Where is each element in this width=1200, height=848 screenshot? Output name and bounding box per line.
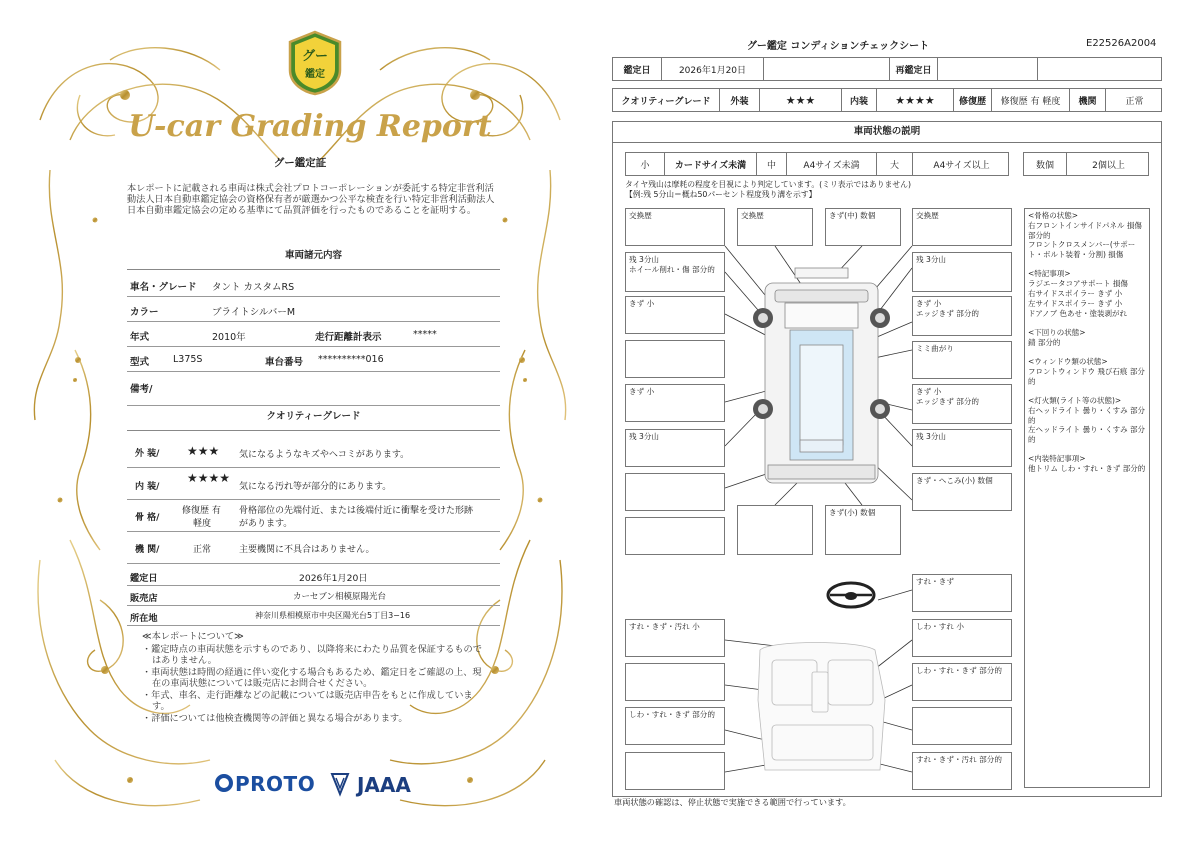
mileage-value: ***** bbox=[413, 329, 437, 340]
appraisal-date-row bbox=[127, 567, 500, 586]
year-value: 2010年 bbox=[212, 332, 246, 343]
spec-row-name bbox=[127, 272, 500, 297]
damage-box: 交換歴 bbox=[737, 208, 813, 246]
count-legend bbox=[1023, 152, 1149, 176]
grade-row-engine bbox=[127, 532, 500, 564]
certificate-heading: グー鑑定証 bbox=[273, 157, 327, 169]
frame-value-1: 修復歴 有 bbox=[182, 506, 221, 516]
damage-box: きず(中) 数個 bbox=[825, 208, 901, 246]
damage-box bbox=[625, 340, 725, 378]
damage-box bbox=[625, 517, 725, 555]
remarks-label: 備考/ bbox=[130, 384, 153, 395]
q-repair-value: 修復歴 有 軽度 bbox=[991, 89, 1069, 111]
note-item: ・車両状態は時間の経過に伴い変化する場合もあるため、鑑定日をご確認の上、現在の車両状態については販売店にお問合せください。 bbox=[142, 666, 482, 689]
proto-logo: PROTO bbox=[215, 772, 315, 796]
interior-box: すれ・きず bbox=[912, 574, 1012, 612]
frame-desc-1: 骨格部位の先端付近、または後端付近に衝撃を受けた形跡 bbox=[239, 506, 474, 516]
sheet-title: グー鑑定 コンディションチェックシート bbox=[746, 41, 930, 52]
quality-row bbox=[612, 88, 1162, 112]
name-value: タント カスタムRS bbox=[212, 282, 295, 293]
sheet-code: E22526A2004 bbox=[1086, 38, 1157, 49]
q-interior-stars: ★★★★ bbox=[876, 89, 953, 111]
grade-row-frame bbox=[127, 500, 500, 532]
interior-box: すれ・きず・汚れ 小 bbox=[625, 619, 725, 657]
spec-row-color bbox=[127, 297, 500, 322]
tire-box: 残 3分山 bbox=[625, 429, 725, 467]
proto-logo-icon bbox=[215, 774, 233, 792]
section-title: 車両状態の説明 bbox=[612, 121, 1162, 143]
year-label: 年式 bbox=[130, 332, 150, 343]
note-group-windows: <ウィンドウ類の状態> フロントウィンドウ 飛び石痕 部分的 bbox=[1028, 357, 1145, 386]
damage-box: きず 小 エッジきず 部分的 bbox=[912, 384, 1012, 424]
q-exterior-stars: ★★★ bbox=[759, 89, 841, 111]
q-exterior-label: 外装 bbox=[730, 96, 749, 107]
tire-note-line-1: タイヤ残山は摩耗の程度を目視により判定しています。(ミリ表示ではありません) bbox=[625, 180, 911, 189]
model-label: 型式 bbox=[130, 357, 150, 368]
legend-count-desc: 2個以上 bbox=[1066, 153, 1150, 175]
legend-small: 小 bbox=[640, 160, 650, 171]
interior-stars: ★★★★ bbox=[187, 471, 231, 485]
tire-box: 残 3分山 bbox=[912, 429, 1012, 467]
address-value: 神奈川県相模原市中央区陽光台5丁目3−16 bbox=[255, 611, 411, 620]
damage-box: 交換歴 bbox=[912, 208, 1012, 246]
color-label: カラー bbox=[130, 307, 159, 318]
note-group-interior: <内装特記事項> 他トリム しわ・すれ・きず 部分的 bbox=[1028, 454, 1146, 474]
q-interior-label: 内装 bbox=[849, 96, 868, 107]
address-label: 所在地 bbox=[130, 613, 158, 624]
report-notes bbox=[140, 631, 490, 724]
legend-small-desc: カードサイズ未満 bbox=[674, 160, 747, 171]
date-row bbox=[612, 57, 1162, 81]
q-repair-label: 修復歴 bbox=[958, 96, 986, 107]
damage-box bbox=[737, 505, 813, 555]
note-group-underbody: <下回りの状態> 錆 部分的 bbox=[1028, 327, 1086, 347]
spec-heading: 車両諸元内容 bbox=[127, 247, 500, 270]
address-row bbox=[127, 607, 500, 626]
interior-label: 内 装/ bbox=[135, 482, 160, 492]
quality-label: クオリティーグレード bbox=[621, 96, 711, 107]
damage-box: きず・へこみ(小) 数個 bbox=[912, 473, 1012, 511]
damage-box: きず 小 bbox=[625, 296, 725, 334]
exterior-desc: 気になるようなキズやヘコミがあります。 bbox=[239, 450, 410, 460]
mileage-label: 走行距離計表示 bbox=[315, 332, 382, 343]
dealer-row bbox=[127, 587, 500, 606]
notes-title: ≪本レポートについて≫ bbox=[142, 631, 244, 642]
dealer-label: 販売店 bbox=[130, 593, 158, 604]
date-value: 2026年1月20日 bbox=[661, 58, 763, 80]
interior-box bbox=[625, 752, 725, 790]
legend-large: 大 bbox=[876, 153, 912, 175]
goo-appraisal-badge-icon bbox=[286, 30, 344, 96]
grade-heading: クオリティーグレード bbox=[127, 408, 500, 431]
legend-medium-desc: A4サイズ未満 bbox=[786, 153, 876, 175]
tire-note bbox=[625, 180, 911, 200]
q-engine-label: 機関 bbox=[1078, 96, 1097, 107]
sheet-footer-note: 車両状態の確認は、停止状態で実施できる範囲で行っています。 bbox=[614, 797, 851, 807]
condition-notes-panel bbox=[1024, 208, 1150, 788]
interior-box: すれ・きず・汚れ 部分的 bbox=[912, 752, 1012, 790]
jaaa-logo: JAAA bbox=[330, 772, 411, 797]
spec-row-year bbox=[127, 322, 500, 347]
reappraisal-blank bbox=[1037, 58, 1163, 80]
spec-row-model bbox=[127, 347, 500, 372]
certificate-intro: 本レポートに記載される車両は株式会社プロトコーポレーションが委託する特定非営利活動法人日本自動車鑑定協会の資格保有者が厳選かつ公平な検査を行い特定非営利活動法人日本自動車鑑定協会の定める基準にて品質評価を行ったものであることを証明する。 bbox=[127, 183, 495, 217]
condition-check-sheet bbox=[600, 0, 1200, 848]
frame-label: 骨 格/ bbox=[135, 513, 160, 523]
report-title bbox=[128, 102, 492, 148]
date-blank bbox=[763, 58, 889, 80]
damage-box bbox=[625, 473, 725, 511]
engine-value: 正常 bbox=[193, 545, 212, 555]
damage-box: 交換歴 bbox=[625, 208, 725, 246]
damage-box: きず(小) 数個 bbox=[825, 505, 901, 555]
exterior-stars: ★★★ bbox=[187, 444, 220, 458]
appraisal-date-value: 2026年1月20日 bbox=[299, 573, 368, 584]
chassis-label: 車台番号 bbox=[265, 357, 304, 368]
legend-large-desc: A4サイズ以上 bbox=[912, 153, 1010, 175]
interior-box bbox=[625, 663, 725, 701]
reappraisal-value bbox=[937, 58, 1037, 80]
legend-medium: 中 bbox=[756, 153, 786, 175]
damage-box: きず 小 bbox=[625, 384, 725, 422]
interior-box: しわ・すれ・きず 部分的 bbox=[625, 707, 725, 745]
model-value: L375S bbox=[173, 354, 203, 365]
note-group-lights: <灯火類(ライト等の状態)> 右ヘッドライト 曇り・くすみ 部分的 左ヘッドライト 曇り・くすみ 部分的 bbox=[1028, 395, 1146, 445]
date-label: 鑑定日 bbox=[623, 65, 651, 76]
name-label: 車名・グレード bbox=[130, 282, 197, 293]
engine-label: 機 関/ bbox=[135, 545, 160, 555]
appraisal-date-label: 鑑定日 bbox=[130, 573, 158, 584]
tire-note-line-2: 【例:残 5分山＝概ね50パーセント程度残り溝を示す】 bbox=[625, 190, 817, 199]
size-legend bbox=[625, 152, 1009, 176]
note-item: ・評価については他検査機関等の評価と異なる場合があります。 bbox=[142, 712, 408, 724]
jaaa-logo-icon bbox=[330, 772, 350, 796]
tire-box: 残 3分山 ホイール削れ・傷 部分的 bbox=[625, 252, 725, 292]
note-group-special: <特記事項> ラジエータコアサポート 損傷 右サイドスポイラー きず 小 左サイドスポイラー きず 小 ドアノブ 色あせ・塗装剥がれ bbox=[1028, 269, 1128, 318]
interior-box: しわ・すれ・きず 部分的 bbox=[912, 663, 1012, 701]
svg-text:グー: グー bbox=[301, 49, 329, 64]
q-engine-value: 正常 bbox=[1105, 89, 1163, 111]
legend-count: 数個 bbox=[1035, 160, 1054, 171]
damage-box: ミミ曲がり bbox=[912, 341, 1012, 379]
color-value: ブライトシルバーM bbox=[212, 307, 296, 318]
frame-value-2: 軽度 bbox=[193, 519, 212, 529]
interior-box: しわ・すれ 小 bbox=[912, 619, 1012, 657]
exterior-label: 外 装/ bbox=[135, 449, 160, 459]
spec-row-remarks bbox=[127, 372, 500, 406]
svg-text:鑑定: 鑑定 bbox=[305, 69, 325, 80]
grade-row-exterior bbox=[127, 436, 500, 468]
chassis-value: **********016 bbox=[318, 354, 384, 365]
interior-box bbox=[912, 707, 1012, 745]
interior-desc: 気になる汚れ等が部分的にあります。 bbox=[239, 482, 392, 492]
note-item: ・鑑定時点の車両状態を示すものであり、以降将来にわたり品質を保証するものではありません。 bbox=[142, 643, 482, 666]
damage-box: きず 小 エッジきず 部分的 bbox=[912, 296, 1012, 336]
reappraisal-label: 再鑑定日 bbox=[895, 65, 932, 76]
engine-desc: 主要機関に不具合はありません。 bbox=[239, 545, 375, 555]
note-item: ・年式、車名、走行距離などの記載については販売店申告をもとに作成しています。 bbox=[142, 689, 473, 712]
tire-box: 残 3分山 bbox=[912, 252, 1012, 292]
frame-desc-2: があります。 bbox=[239, 519, 293, 529]
dealer-value: カーセブン相模原陽光台 bbox=[293, 592, 386, 602]
grade-row-interior bbox=[127, 468, 500, 500]
note-group-frame: <骨格の状態> 右フロントインサイドパネル 損傷 部分的 フロントクロスメンバー(サポート・ボルト装着・分割) 損傷 bbox=[1028, 211, 1142, 260]
svg-text:U-car Grading Report: U-car Grading Report bbox=[128, 109, 492, 144]
